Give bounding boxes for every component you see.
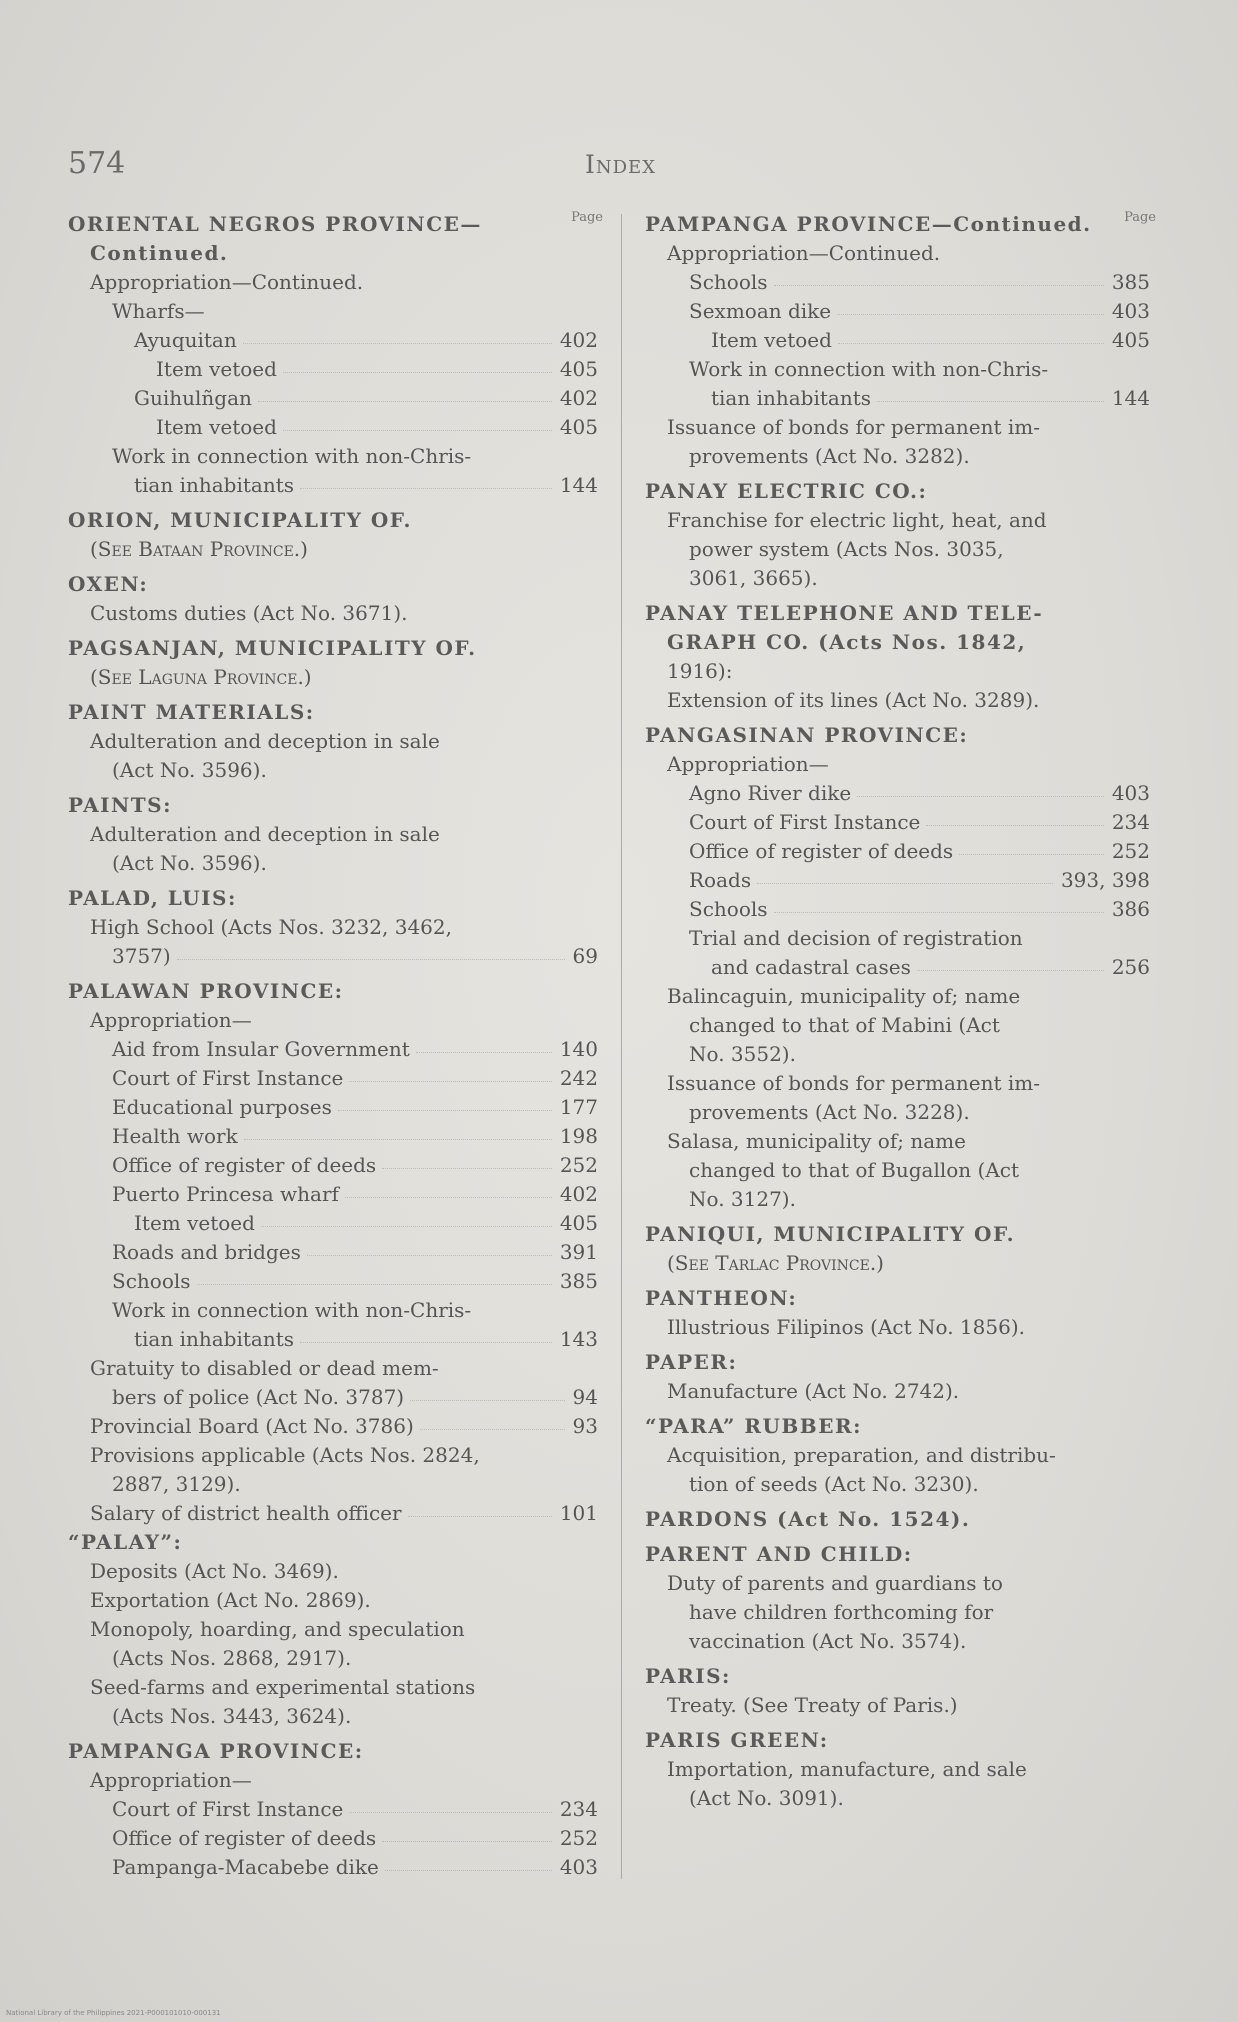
entry-text: Exportation (Act No. 2869). — [90, 1588, 371, 1612]
entry-text: Gratuity to disabled or dead mem- — [90, 1356, 439, 1380]
index-heading — [645, 1726, 1150, 1755]
index-heading — [645, 1348, 1150, 1377]
entry-text: Appropriation—Continued. — [90, 270, 364, 294]
index-entry — [645, 442, 1150, 471]
entry-text: Schools — [689, 897, 768, 921]
leader-dots — [283, 430, 552, 431]
index-entry — [645, 779, 1150, 808]
entry-text: 3757) — [112, 944, 171, 968]
entry-text: Aid from Insular Government — [112, 1037, 410, 1061]
entry-text: Agno River dike — [689, 781, 852, 805]
leader-dots — [420, 1429, 565, 1430]
entry-text: PANAY TELEPHONE AND TELE- — [645, 601, 1044, 625]
index-entry — [68, 1093, 598, 1122]
leader-dots — [349, 1081, 552, 1082]
leader-dots — [382, 1841, 552, 1842]
index-entry — [68, 1766, 598, 1795]
page-ref: 143 — [559, 1327, 598, 1351]
entry-text: No. 3127). — [689, 1187, 796, 1211]
entry-text: Court of First Instance — [689, 810, 921, 834]
entry-text: Duty of parents and guardians to — [667, 1571, 1003, 1595]
leader-dots — [382, 1168, 552, 1169]
entry-text: Balincaguin, municipality of; name — [667, 984, 1021, 1008]
leader-dots — [243, 343, 552, 344]
entry-text: Work in connection with non-Chris- — [689, 357, 1049, 381]
entry-text: Sexmoan dike — [689, 299, 832, 323]
entry-text: Acquisition, preparation, and distribu- — [667, 1443, 1056, 1467]
entry-text: Manufacture (Act No. 2742). — [667, 1379, 960, 1403]
index-entry — [645, 1011, 1150, 1040]
index-entry — [645, 1598, 1150, 1627]
index-heading — [645, 721, 1150, 750]
entry-text: PARIS GREEN: — [645, 1728, 829, 1752]
index-entry — [645, 1249, 1150, 1278]
entry-text: Adulteration and deception in sale — [90, 729, 440, 753]
entry-text: Deposits (Act No. 3469). — [90, 1559, 339, 1583]
index-entry — [68, 326, 598, 355]
index-entry — [645, 506, 1150, 535]
entry-text: PAMPANGA PROVINCE—Continued. — [645, 212, 1092, 236]
entry-text: (Act No. 3596). — [112, 758, 267, 782]
entry-text: Provisions applicable (Acts Nos. 2824, — [90, 1443, 480, 1467]
index-entry — [645, 413, 1150, 442]
index-entry — [68, 355, 598, 384]
right-column — [645, 210, 1156, 1813]
entry-text: PAGSANJAN, MUNICIPALITY OF. — [68, 636, 477, 660]
page-ref: 405 — [559, 357, 598, 381]
page-ref: 256 — [1111, 955, 1150, 979]
index-entry — [645, 1470, 1150, 1499]
entry-text: Item vetoed — [134, 1211, 255, 1235]
index-entry — [68, 663, 598, 692]
page-ref: 385 — [559, 1269, 598, 1293]
index-entry — [645, 1313, 1150, 1342]
entry-text: Issuance of bonds for permanent im- — [667, 1071, 1041, 1095]
leader-dots — [959, 854, 1104, 855]
index-entry — [68, 727, 598, 756]
index-entry — [68, 1412, 598, 1441]
index-heading — [645, 628, 1150, 657]
entry-text: Schools — [112, 1269, 191, 1293]
index-entry — [68, 268, 598, 297]
page-ref: 234 — [559, 1797, 598, 1821]
index-entry — [68, 1296, 598, 1325]
entry-text: Roads and bridges — [112, 1240, 301, 1264]
entry-text: PAINT MATERIALS: — [68, 700, 315, 724]
index-entry — [645, 657, 1150, 686]
entry-text: (Acts Nos. 3443, 3624). — [112, 1704, 352, 1728]
index-entry — [645, 355, 1150, 384]
entry-text: Educational purposes — [112, 1095, 332, 1119]
index-heading — [68, 1528, 598, 1557]
index-entry — [645, 1569, 1150, 1598]
index-heading — [645, 1540, 1150, 1569]
entry-text: tian inhabitants — [134, 473, 295, 497]
index-entry — [645, 1627, 1150, 1656]
entry-text: PARIS: — [645, 1664, 731, 1688]
leader-dots — [857, 796, 1104, 797]
entry-text: Extension of its lines (Act No. 3289). — [667, 688, 1040, 712]
index-entry — [68, 1795, 598, 1824]
index-entry — [68, 1354, 598, 1383]
index-heading — [68, 506, 598, 535]
leader-dots — [283, 372, 552, 373]
index-entry — [645, 866, 1150, 895]
index-entry — [645, 297, 1150, 326]
index-heading — [68, 791, 598, 820]
page-ref: 403 — [1111, 299, 1150, 323]
entry-text: Schools — [689, 270, 768, 294]
index-heading — [68, 210, 598, 239]
index-entry — [645, 326, 1150, 355]
entry-text: Court of First Instance — [112, 1797, 344, 1821]
index-entry — [68, 1586, 598, 1615]
page-ref: 393, 398 — [1060, 868, 1150, 892]
entry-text: 2887, 3129). — [112, 1472, 241, 1496]
page-ref: 177 — [559, 1095, 598, 1119]
page-ref: 402 — [559, 1182, 598, 1206]
entry-text: Salasa, municipality of; name — [667, 1129, 966, 1153]
entry-text: provements (Act No. 3228). — [689, 1100, 970, 1124]
page-ref: 402 — [559, 386, 598, 410]
index-entry — [645, 1755, 1150, 1784]
index-entry — [645, 384, 1150, 413]
index-entry — [68, 1325, 598, 1354]
entry-text: PARDONS (Act No. 1524). — [645, 1507, 971, 1531]
index-entry — [645, 982, 1150, 1011]
leader-dots — [877, 401, 1104, 402]
index-entry — [68, 535, 598, 564]
index-entry — [645, 1441, 1150, 1470]
entry-text: tian inhabitants — [134, 1327, 295, 1351]
entry-text: Appropriation—Continued. — [667, 241, 941, 265]
page-ref: 252 — [1111, 839, 1150, 863]
entry-text: (See Bataan Province.) — [90, 537, 308, 561]
page-ref: 403 — [559, 1855, 598, 1879]
entry-text: Court of First Instance — [112, 1066, 344, 1090]
page-ref: 94 — [572, 1385, 598, 1409]
index-entry — [645, 924, 1150, 953]
entry-text: Treaty. (See Treaty of Paris.) — [667, 1693, 958, 1717]
page-ref: 69 — [572, 944, 598, 968]
leader-dots — [345, 1197, 552, 1198]
index-entry — [645, 535, 1150, 564]
entry-text: Ayuquitan — [134, 328, 237, 352]
index-heading — [68, 884, 598, 913]
index-entry — [68, 1064, 598, 1093]
page-number: 574 — [68, 146, 126, 181]
index-heading — [645, 1284, 1150, 1313]
leader-dots — [338, 1110, 552, 1111]
entry-text: PAPER: — [645, 1350, 738, 1374]
entry-text: Roads — [689, 868, 752, 892]
entry-text: Salary of district health officer — [90, 1501, 402, 1525]
index-entry — [68, 297, 598, 326]
index-entry — [68, 1441, 598, 1470]
entry-text: “PALAY”: — [68, 1530, 183, 1554]
entry-text: PAINTS: — [68, 793, 172, 817]
entry-text: Issuance of bonds for permanent im- — [667, 415, 1041, 439]
index-entry — [68, 1644, 598, 1673]
index-entry — [68, 1557, 598, 1586]
entry-text: PANIQUI, MUNICIPALITY OF. — [645, 1222, 1016, 1246]
entry-text: Appropriation— — [90, 1008, 252, 1032]
index-entry — [68, 1151, 598, 1180]
index-entry — [645, 1127, 1150, 1156]
entry-text: Item vetoed — [156, 357, 277, 381]
entry-text: PAMPANGA PROVINCE: — [68, 1739, 364, 1763]
page-ref: 386 — [1111, 897, 1150, 921]
entry-text: ORIENTAL NEGROS PROVINCE— — [68, 212, 482, 236]
page-ref: 252 — [559, 1153, 598, 1177]
entry-text: (Acts Nos. 2868, 2917). — [112, 1646, 352, 1670]
entry-text: No. 3552). — [689, 1042, 796, 1066]
entry-text: PALAWAN PROVINCE: — [68, 979, 344, 1003]
entry-text: Customs duties (Act No. 3671). — [90, 601, 408, 625]
leader-dots — [837, 314, 1104, 315]
index-entry — [68, 1035, 598, 1064]
entry-text: Trial and decision of registration — [689, 926, 1023, 950]
entry-text: Adulteration and deception in sale — [90, 822, 440, 846]
entry-text: High School (Acts Nos. 3232, 3462, — [90, 915, 452, 939]
leader-dots — [774, 912, 1104, 913]
index-heading — [645, 1505, 1150, 1534]
entry-text: PARENT AND CHILD: — [645, 1542, 913, 1566]
index-entry — [68, 442, 598, 471]
page-ref: 144 — [1111, 386, 1150, 410]
index-entry — [68, 1209, 598, 1238]
index-heading — [68, 239, 598, 268]
page-ref: 144 — [559, 473, 598, 497]
leader-dots — [416, 1052, 552, 1053]
page-ref: 402 — [559, 328, 598, 352]
index-entry — [645, 837, 1150, 866]
entry-text: Office of register of deeds — [112, 1826, 377, 1850]
index-heading — [68, 634, 598, 663]
entry-text: “PARA” RUBBER: — [645, 1414, 862, 1438]
entry-text: Item vetoed — [156, 415, 277, 439]
index-entry — [68, 413, 598, 442]
index-entry — [68, 1122, 598, 1151]
entry-text: Guihulñgan — [134, 386, 252, 410]
entry-text: Seed-farms and experimental stations — [90, 1675, 476, 1699]
entry-text: Appropriation— — [90, 1768, 252, 1792]
index-entry — [645, 1098, 1150, 1127]
leader-dots — [258, 401, 552, 402]
entry-text: Illustrious Filipinos (Act No. 1856). — [667, 1315, 1025, 1339]
index-entry — [645, 1377, 1150, 1406]
entry-text: have children forthcoming for — [689, 1600, 994, 1624]
leader-dots — [410, 1400, 565, 1401]
entry-text: Appropriation— — [667, 752, 829, 776]
index-entry — [68, 1702, 598, 1731]
entry-text: 1916): — [667, 659, 733, 683]
leader-dots — [408, 1516, 552, 1517]
index-entry — [645, 564, 1150, 593]
index-heading — [68, 1737, 598, 1766]
index-entry — [645, 268, 1150, 297]
index-entry — [645, 1156, 1150, 1185]
entry-text: Monopoly, hoarding, and speculation — [90, 1617, 465, 1641]
index-entry — [68, 1499, 598, 1528]
leader-dots — [385, 1870, 552, 1871]
leader-dots — [244, 1139, 552, 1140]
index-entry — [645, 1691, 1150, 1720]
index-entry — [645, 1784, 1150, 1813]
entry-text: (Act No. 3596). — [112, 851, 267, 875]
index-entry — [68, 1267, 598, 1296]
page-ref: 101 — [559, 1501, 598, 1525]
index-entry — [68, 1383, 598, 1412]
index-heading — [68, 570, 598, 599]
index-entry — [645, 1069, 1150, 1098]
index-entry — [68, 1853, 598, 1882]
index-entry — [645, 808, 1150, 837]
index-entry — [68, 1615, 598, 1644]
entry-text: PANGASINAN PROVINCE: — [645, 723, 969, 747]
entry-text: (See Laguna Province.) — [90, 665, 312, 689]
running-head: Index — [585, 150, 657, 179]
page-ref: 405 — [1111, 328, 1150, 352]
entry-text: PANAY ELECTRIC CO.: — [645, 479, 928, 503]
entry-text: PANTHEON: — [645, 1286, 798, 1310]
index-entry — [68, 384, 598, 413]
index-entry — [68, 1824, 598, 1853]
page-ref: 391 — [559, 1240, 598, 1264]
page-ref: 93 — [572, 1414, 598, 1438]
index-entry — [68, 913, 598, 942]
entry-text: Franchise for electric light, heat, and — [667, 508, 1047, 532]
page-ref: 242 — [559, 1066, 598, 1090]
entry-text: OXEN: — [68, 572, 149, 596]
leader-dots — [177, 959, 565, 960]
entry-text: Provincial Board (Act No. 3786) — [90, 1414, 414, 1438]
page-ref: 405 — [559, 1211, 598, 1235]
index-heading — [645, 1412, 1150, 1441]
index-heading — [645, 599, 1150, 628]
entry-text: PALAD, LUIS: — [68, 886, 237, 910]
index-heading — [645, 210, 1150, 239]
page-ref: 405 — [559, 415, 598, 439]
index-entry — [68, 1673, 598, 1702]
index-heading — [645, 477, 1150, 506]
entry-text: changed to that of Mabini (Act — [689, 1013, 1000, 1037]
entry-text: Importation, manufacture, and sale — [667, 1757, 1027, 1781]
leader-dots — [307, 1255, 552, 1256]
entry-text: 3061, 3665). — [689, 566, 818, 590]
left-column — [68, 210, 603, 1882]
index-entry — [645, 953, 1150, 982]
entry-text: Continued. — [90, 241, 229, 265]
leader-dots — [774, 285, 1104, 286]
entry-text: bers of police (Act No. 3787) — [112, 1385, 405, 1409]
index-heading — [68, 698, 598, 727]
entry-text: (Act No. 3091). — [689, 1786, 844, 1810]
entry-text: ORION, MUNICIPALITY OF. — [68, 508, 412, 532]
entry-text: power system (Acts Nos. 3035, — [689, 537, 1004, 561]
index-entry — [645, 239, 1150, 268]
index-entry — [645, 1040, 1150, 1069]
leader-dots — [197, 1284, 552, 1285]
entry-text: Puerto Princesa wharf — [112, 1182, 339, 1206]
index-entry — [68, 599, 598, 628]
page-ref: 198 — [559, 1124, 598, 1148]
page-ref: 140 — [559, 1037, 598, 1061]
entry-text: tian inhabitants — [711, 386, 872, 410]
index-entry — [68, 471, 598, 500]
leader-dots — [300, 488, 552, 489]
page-ref: 385 — [1111, 270, 1150, 294]
entry-text: changed to that of Bugallon (Act — [689, 1158, 1020, 1182]
index-entry — [645, 750, 1150, 779]
page-ref: 234 — [1111, 810, 1150, 834]
index-entry — [645, 1185, 1150, 1214]
page-column-label: Page — [571, 210, 603, 225]
page-ref: 252 — [559, 1826, 598, 1850]
leader-dots — [349, 1812, 552, 1813]
page-ref: 403 — [1111, 781, 1150, 805]
entry-text: Item vetoed — [711, 328, 832, 352]
leader-dots — [917, 970, 1104, 971]
leader-dots — [757, 883, 1053, 884]
leader-dots — [300, 1342, 552, 1343]
entry-text: Health work — [112, 1124, 238, 1148]
index-entry — [645, 895, 1150, 924]
entry-text: tion of seeds (Act No. 3230). — [689, 1472, 979, 1496]
entry-text: vaccination (Act No. 3574). — [689, 1629, 967, 1653]
entry-text: Pampanga-Macabebe dike — [112, 1855, 379, 1879]
entry-text: GRAPH CO. (Acts Nos. 1842, — [667, 630, 1027, 654]
scan-footer: National Library of the Philippines 2021-P000101010-000131 — [6, 2009, 221, 2017]
index-entry — [68, 756, 598, 785]
index-entry — [645, 686, 1150, 715]
entry-text: Work in connection with non-Chris- — [112, 1298, 472, 1322]
index-heading — [645, 1220, 1150, 1249]
entry-text: (See Tarlac Province.) — [667, 1251, 884, 1275]
entry-text: Office of register of deeds — [689, 839, 954, 863]
page-column-label: Page — [1124, 210, 1156, 225]
index-entry — [68, 849, 598, 878]
entry-text: and cadastral cases — [711, 955, 911, 979]
leader-dots — [261, 1226, 552, 1227]
index-heading — [68, 977, 598, 1006]
leader-dots — [838, 343, 1104, 344]
index-entry — [68, 1180, 598, 1209]
entry-text: Work in connection with non-Chris- — [112, 444, 472, 468]
column-divider — [621, 214, 622, 1879]
entry-text: provements (Act No. 3282). — [689, 444, 970, 468]
index-entry — [68, 1238, 598, 1267]
index-entry — [68, 942, 598, 971]
index-heading — [645, 1662, 1150, 1691]
entry-text: Office of register of deeds — [112, 1153, 377, 1177]
index-entry — [68, 1470, 598, 1499]
entry-text: Wharfs— — [112, 299, 205, 323]
leader-dots — [926, 825, 1104, 826]
index-entry — [68, 820, 598, 849]
index-entry — [68, 1006, 598, 1035]
